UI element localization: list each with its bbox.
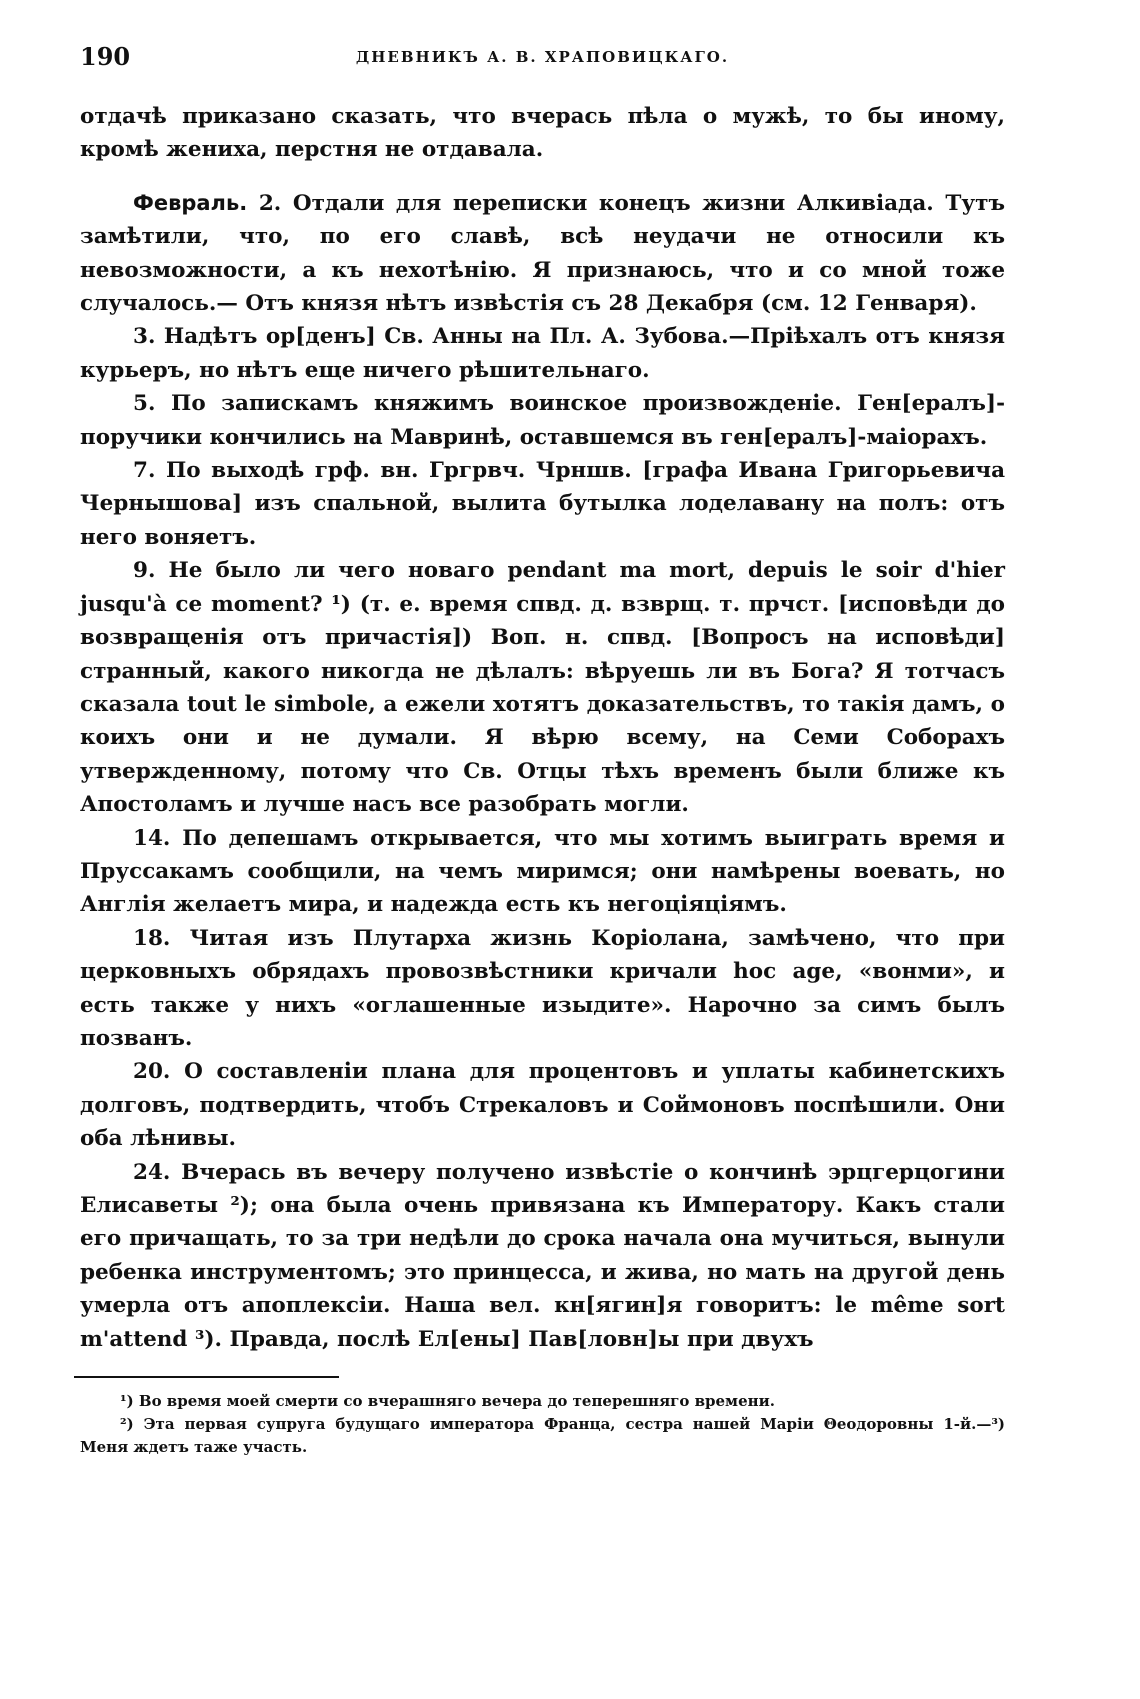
paragraph-feb-24: 24. Вчерась въ вечеру получено извѣстіе о кончинѣ эрцгерцогини Елисаветы ²); она была очень привязана къ Императору. Какъ стали его причащать, то за три недѣли до срока начала она мучиться, вынули ребенка инструментомъ; это принцесса, и жива, но мать на другой день умерла отъ апоплексіи. Наша вел. кн[ягин]я говоритъ: le même sort m'attend ³). Правда, послѣ Ел[ены] Пав[ловн]ы при двухъ — [80, 1159, 1005, 1352]
paragraph-feb-18: 18. Читая изъ Плутарха жизнь Коріолана, замѣчено, что при церковныхъ обрядахъ провозвѣстники кричали hoc age, «вонми», и есть также у нихъ «оглашенные изыдите». Нарочно за симъ былъ позванъ. — [80, 925, 1005, 1051]
body-text — [80, 100, 1005, 1356]
paragraph-feb-3: 3. Надѣтъ ор[денъ] Св. Анны на Пл. А. Зубова.—Пріѣхалъ отъ князя курьеръ, но нѣтъ еще ничего рѣшительнаго. — [80, 324, 1005, 383]
month-heading: Февраль. — [133, 190, 248, 215]
paragraph-feb-7: 7. По выходѣ грф. вн. Гргрвч. Чрншв. [графа Ивана Григорьевича Чернышова] изъ спальной, вылита бутылка лоделавану на полъ: отъ него воняетъ. — [80, 458, 1005, 550]
paragraph-feb-9: 9. Не было ли чего новаго pendant ma mort, depuis le soir d'hier jusqu'à ce moment? ¹) (т. е. время спвд. д. взврщ. т. прчст. [исповѣди до возвращенія отъ причастія]) Воп. н. спвд. [Вопросъ на исповѣди] странный, какого никогда не дѣлалъ: вѣруешь ли въ Бога? Я тотчасъ сказала tout le simbole, а ежели хотятъ доказательствъ, то такія дамъ, о коихъ они и не думали. Я вѣрю всему, на Семи Соборахъ утвержденному, потому что Св. Отцы тѣхъ временъ были ближе къ Апостоламъ и лучше насъ все разобрать могли. — [80, 558, 1005, 818]
footnotes — [80, 1390, 1005, 1459]
page-number: 190 — [80, 42, 131, 71]
footnote-1: ¹) Во время моей смерти со вчерашняго вечера до теперешняго времени. — [120, 1392, 775, 1411]
book-page — [80, 42, 1005, 1459]
paragraph-continuation: отдачѣ приказано сказать, что вчерась пѣла о мужѣ, то бы иному, кромѣ жениха, перстня не отдавала. — [80, 104, 1005, 163]
paragraph-feb-5: 5. По запискамъ княжимъ воинское произвожденіе. Ген[ералъ]-поручики кончились на Мавринѣ, оставшемся въ ген[ералъ]-маіорахъ. — [80, 391, 1005, 450]
paragraph-text: 2. Отдали для переписки конецъ жизни Алкивіада. Тутъ замѣтили, что, по его славѣ, всѣ неудачи не относили къ невозможности, а къ нехотѣнію. Я признаюсь, что и со мной тоже случалось.— Отъ князя нѣтъ извѣстія съ 28 Декабря (см. 12 Генваря). — [80, 190, 1005, 317]
running-title: ДНЕВНИКЪ А. В. ХРАПОВИЦКАГО. — [355, 48, 730, 66]
page-header — [80, 42, 1005, 82]
paragraph-feb-14: 14. По депешамъ открывается, что мы хотимъ выиграть время и Пруссакамъ сообщили, на чемъ миримся; они намѣрены воевать, но Англія желаетъ мира, и надежда есть къ негоціяціямъ. — [80, 825, 1005, 918]
paragraph-feb-2 — [80, 187, 1005, 321]
footnote-divider — [74, 1376, 339, 1378]
paragraph-feb-20: 20. О составленіи плана для процентовъ и уплаты кабинетскихъ долговъ, подтвердить, чтобъ Стрекаловъ и Соймоновъ поспѣшили. Они оба лѣнивы. — [80, 1059, 1005, 1152]
footnote-2-3: ²) Эта первая супруга будущаго императора Франца, сестра нашей Маріи Θеодоровны 1-й.—³) Меня ждетъ таже участь. — [80, 1415, 1005, 1457]
